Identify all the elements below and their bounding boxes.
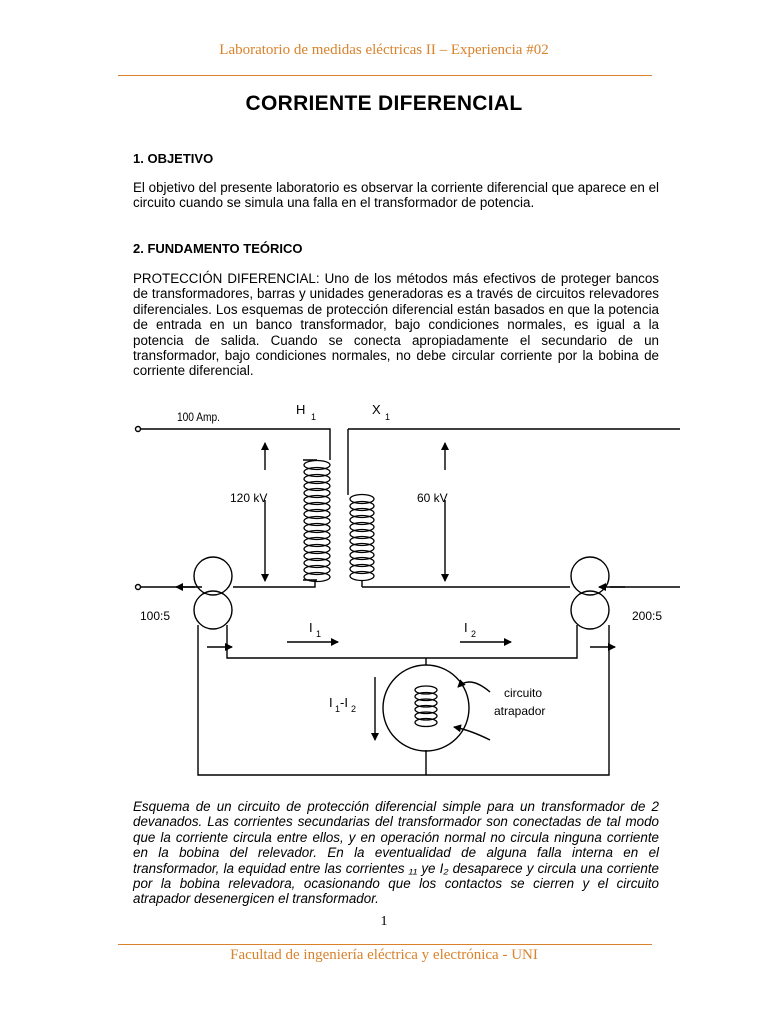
header-rule	[118, 75, 652, 76]
primary-lead-bottom	[141, 580, 316, 587]
page-footer: Facultad de ingeniería eléctrica y electrónica - UNI	[230, 947, 538, 963]
ct-right-upper	[571, 557, 609, 595]
section-heading-objetivo: 1. OBJETIVO	[133, 151, 214, 166]
secondary-lead-bottom	[362, 580, 680, 587]
primary-lead-top	[141, 429, 331, 460]
label-diff-mid: -I	[340, 695, 348, 710]
label-ct-right: 200:5	[632, 609, 663, 623]
page-header: Laboratorio de medidas eléctricas II – Experiencia #02	[219, 42, 549, 58]
ct-wire-lower	[198, 625, 609, 775]
label-x-sub: 1	[385, 412, 391, 422]
label-trap-line2: atrapador	[494, 704, 546, 718]
page-number: 1	[380, 914, 388, 929]
label-i1: I	[309, 620, 313, 635]
section-text-fundamento: PROTECCIÓN DIFERENCIAL: Uno de los métodos más efectivos de proteger bancos de transformadores, barras y unidades generadoras es a través de circuitos relevadores diferenciales. Los esquemas de protección diferencial están basados en que la potencia de entrada en un banco transformador, bajo condiciones normales, es igual a la potencia de salida. Cuando se conecta apropiadamente el secundario de un transformador, bajo condiciones normales, no debe circular corriente por la bobina de corriente diferencial.	[133, 271, 659, 379]
label-i2-sub: 2	[471, 629, 477, 639]
ct-wire-upper	[227, 625, 577, 658]
primary-coil-turns	[304, 461, 330, 582]
footer-rule	[118, 944, 652, 945]
label-amp: 100 Amp.	[176, 411, 221, 425]
label-diff-sub2: 2	[351, 704, 357, 714]
label-x: X	[372, 402, 381, 417]
label-diff: I	[329, 695, 333, 710]
relay-coil-turns	[415, 686, 437, 727]
diagram-caption: Esquema de un circuito de protección diferencial simple para un transformador de 2 devanados. Las corrientes secundarias del transformador son conectadas de tal modo que la corriente circula entre ellos, y en operación normal no circula ninguna corriente en la bobina del relevador. En la eventualidad de alguna falla interna en el transformador, la equidad entre las corrientes ₁₁ ye I₂ desaparece y circula una corriente por la bobina relevadora, ocasionando que los contactos se cierren y el circuito atrapador desenergicen el transformador.	[133, 799, 659, 907]
section-heading-fundamento: 2. FUNDAMENTO TEÓRICO	[133, 241, 303, 256]
label-60kv: 60 kV	[417, 491, 448, 505]
ct-right-lower	[571, 591, 609, 629]
ct-left-upper	[194, 557, 232, 595]
arrow-trap-bottom	[454, 727, 490, 740]
coil-turn	[350, 572, 374, 581]
label-h: H	[296, 402, 306, 417]
label-i1-sub: 1	[316, 629, 322, 639]
label-i2: I	[464, 620, 468, 635]
ct-left-lower	[194, 591, 232, 629]
section-text-objetivo: El objetivo del presente laboratorio es observar la corriente diferencial que aparece en el circuito cuando se simula una falla en el transformador de potencia.	[133, 180, 659, 211]
label-h-sub: 1	[311, 412, 317, 422]
label-120kv: 120 kV	[230, 491, 268, 505]
relay-circle	[383, 665, 469, 751]
secondary-coil-turns	[350, 495, 374, 581]
label-diff-sub1: 1	[335, 704, 341, 714]
terminal-top-left	[136, 427, 141, 432]
differential-protection-diagram	[120, 395, 690, 795]
document-title: CORRIENTE DIFERENCIAL	[245, 92, 523, 115]
terminal-bottom-left	[136, 585, 141, 590]
label-trap-line1: circuito	[504, 686, 543, 700]
label-ct-left: 100:5	[140, 609, 171, 623]
